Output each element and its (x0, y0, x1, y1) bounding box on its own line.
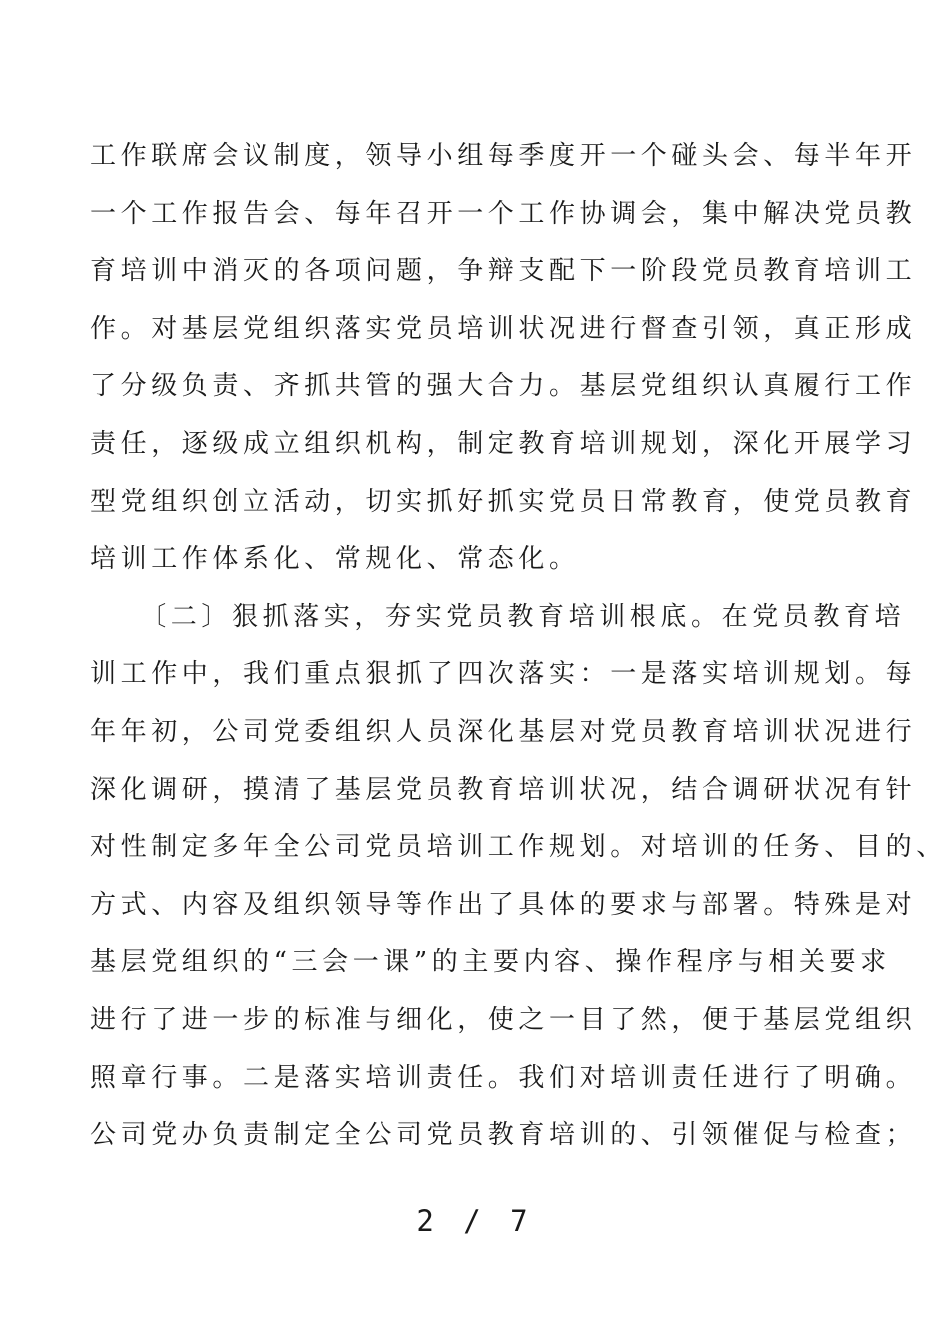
text-line: 深化调研，摸清了基层党员教育培训状况，结合调研状况有针 (90, 774, 917, 805)
text-line: 年年初，公司党委组织人员深化基层对党员教育培训状况进行 (90, 716, 917, 747)
text-line: 公司党办负责制定全公司党员教育培训的、引领催促与检查； (90, 1120, 917, 1151)
text-line: 了分级负责、齐抓共管的强大合力。基层党组织认真履行工作 (90, 371, 917, 402)
text-line: 训工作中，我们重点狠抓了四次落实：一是落实培训规划。每 (90, 659, 917, 690)
text-line: 方式、内容及组织领导等作出了具体的要求与部署。特殊是对 (90, 889, 917, 920)
text-line: 基层党组织的“三会一课”的主要内容、操作程序与相关要求 (90, 947, 891, 978)
text-line: 对性制定多年全公司党员培训工作规划。对培训的任务、目的、 (90, 832, 947, 863)
text-line: 工作联席会议制度，领导小组每季度开一个碰头会、每半年开 (90, 141, 917, 171)
text-line: 作。对基层党组织落实党员培训状况进行督查引领，真正形成 (90, 313, 917, 344)
body-text (90, 128, 947, 1165)
page-number: 2 / 7 (416, 1204, 534, 1238)
text-line: 育培训中消灭的各项问题，争辩支配下一阶段党员教育培训工 (90, 256, 917, 287)
text-line: 〔二〕狠抓落实，夯实党员教育培训根底。在党员教育培 (92, 601, 906, 632)
text-line: 进行了进一步的标准与细化，使之一目了然，便于基层党组织 (90, 1004, 917, 1035)
text-line: 照章行事。二是落实培训责任。我们对培训责任进行了明确。 (90, 1062, 917, 1093)
text-line: 培训工作体系化、常规化、常态化。 (90, 544, 580, 575)
text-line: 一个工作报告会、每年召开一个工作协调会，集中解决党员教 (90, 198, 917, 229)
text-line: 责任，逐级成立组织机构，制定教育培训规划，深化开展学习 (90, 428, 917, 459)
text-line: 型党组织创立活动，切实抓好抓实党员日常教育，使党员教育 (90, 486, 917, 517)
